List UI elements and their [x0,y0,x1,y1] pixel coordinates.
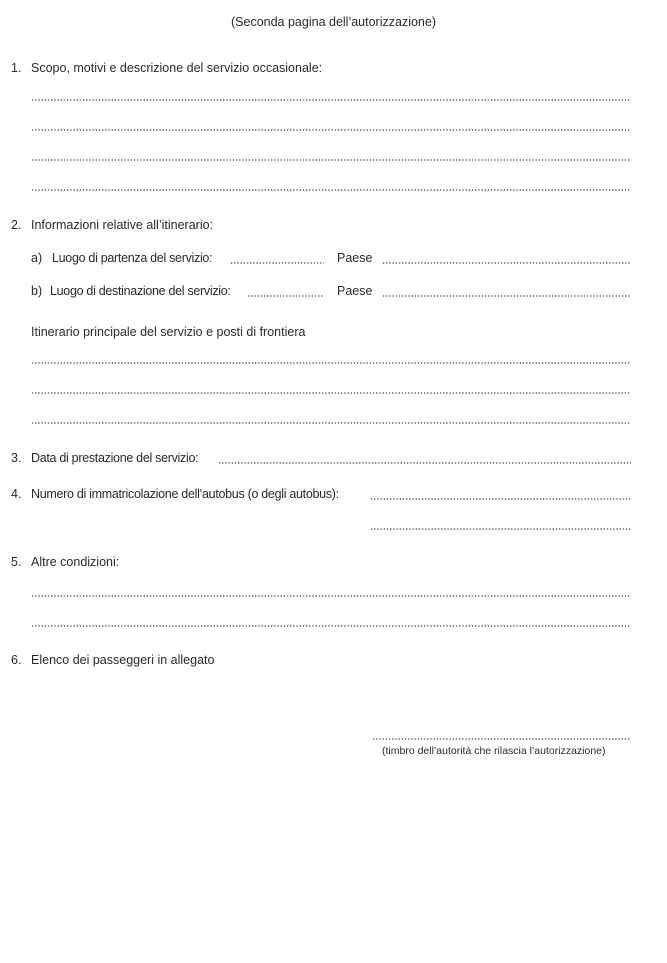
section-1-label: Scopo, motivi e descrizione del servizio occasionale: [31,61,323,75]
section-6-number: 6. [11,653,22,667]
itinerary-label: Itinerario principale del servizio e posti di frontiera [31,325,306,339]
stamp-signature-line[interactable] [372,738,631,740]
destination-field[interactable] [247,295,324,297]
departure-country-field[interactable] [382,262,631,264]
section-1-line-3[interactable] [31,159,631,161]
destination-label: Luogo di destinazione del servizio: [50,284,231,298]
section-3-number: 3. [11,451,22,465]
itinerary-line-2[interactable] [31,392,631,394]
destination-country-field[interactable] [382,295,631,297]
registration-field-1[interactable] [370,498,631,500]
section-1-line-1[interactable] [31,99,631,101]
section-1-line-4[interactable] [31,189,631,191]
conditions-line-1[interactable] [31,595,631,597]
section-4-label: Numero di immatricolazione dell’autobus (o degli autobus): [31,487,339,501]
itinerary-line-1[interactable] [31,362,631,364]
stamp-caption: (timbro dell’autorità che rilascia l’autorizzazione) [382,745,606,757]
section-1-line-2[interactable] [31,129,631,131]
section-3-label: Data di prestazione del servizio: [31,451,199,465]
service-date-field[interactable] [218,462,631,464]
conditions-line-2[interactable] [31,625,631,627]
registration-field-2[interactable] [370,528,631,530]
section-6-label: Elenco dei passeggeri in allegato [31,653,215,667]
section-4-number: 4. [11,487,22,501]
section-2-number: 2. [11,218,22,232]
section-5-number: 5. [11,555,22,569]
section-2-label: Informazioni relative all’itinerario: [31,218,214,232]
section-1-number: 1. [11,61,22,75]
departure-label: Luogo di partenza del servizio: [52,251,213,265]
page-title: (Seconda pagina dell’autorizzazione) [231,15,436,29]
departure-country-label: Paese [337,251,373,265]
destination-country-label: Paese [337,284,373,298]
departure-field[interactable] [230,262,324,264]
item-a-marker: a) [31,251,43,265]
itinerary-line-3[interactable] [31,422,631,424]
item-b-marker: b) [31,284,43,298]
section-5-label: Altre condizioni: [31,555,120,569]
